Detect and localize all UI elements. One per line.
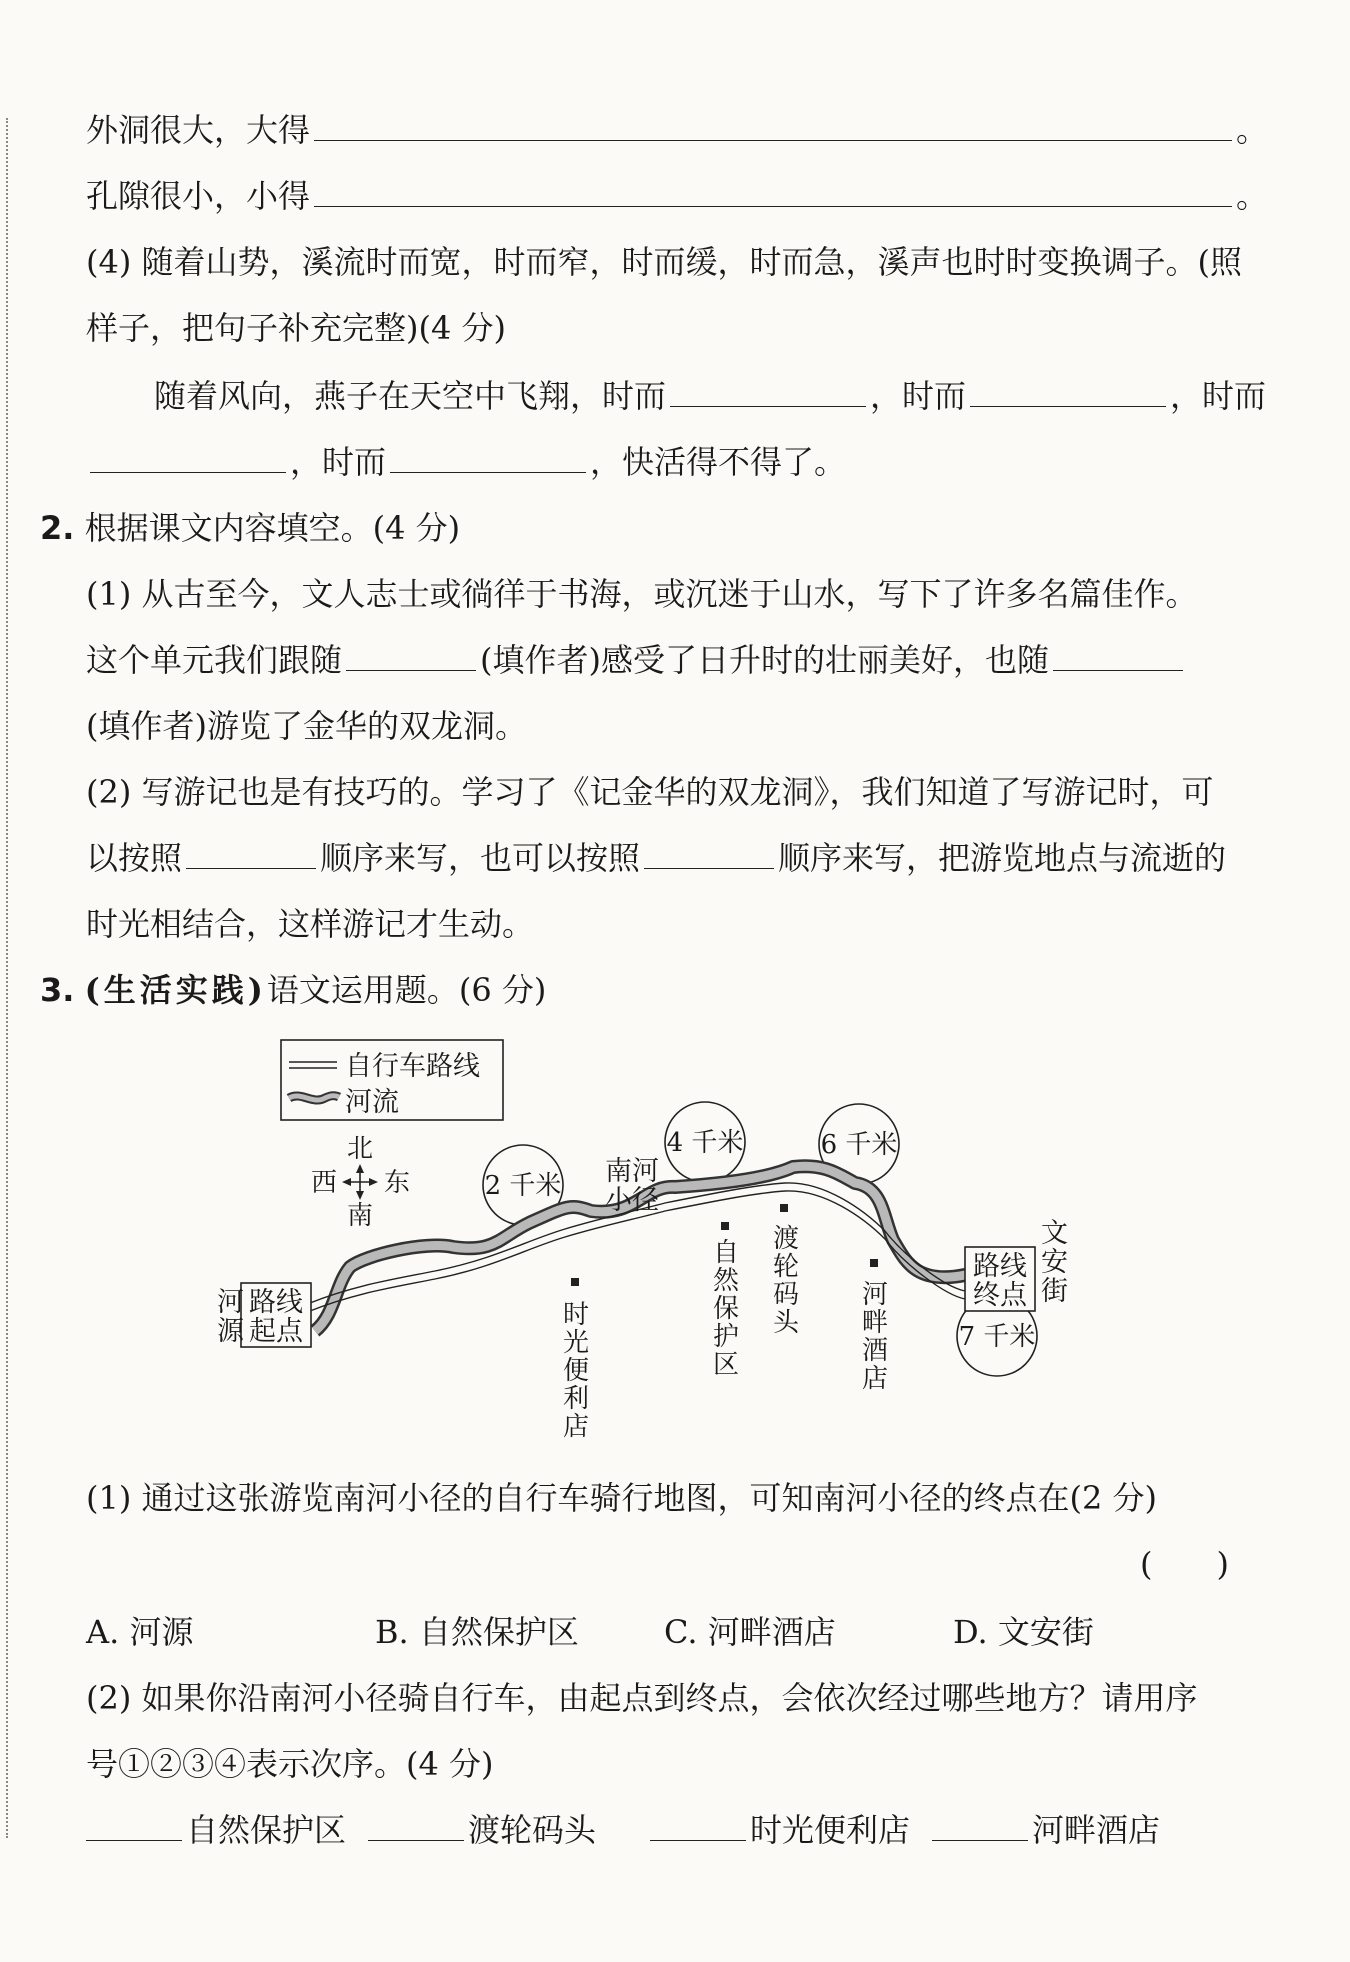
q2-p2-line-1: (2) 写游记也是有技巧的。学习了《记金华的双龙洞》，我们知道了写游记时，可	[86, 773, 1214, 811]
option-a[interactable]: A. 河源	[86, 1613, 194, 1651]
question-number: 3.	[40, 971, 75, 1009]
svg-text:利: 利	[563, 1384, 590, 1414]
order-item: 自然保护区	[186, 1811, 347, 1849]
sentence-text: 随着风向，燕子在天空中飞翔，时而	[154, 377, 667, 415]
compass-east: 东	[384, 1168, 411, 1198]
q2-p2-line-2	[86, 836, 1226, 880]
order-item: 时光便利店	[750, 1811, 911, 1849]
q2-p2-line-3: 时光相结合，这样游记才生动。	[86, 905, 535, 943]
order-blank[interactable]	[650, 1810, 746, 1841]
bicycle-route-map	[217, 1035, 1085, 1455]
q2-text: 这个单元我们跟随	[86, 641, 343, 679]
route-end-box	[965, 1247, 1035, 1311]
q2-p1-line-3: (填作者)游览了金华的双龙洞。	[86, 707, 527, 745]
line-1-prefix: 外洞很大，大得	[86, 111, 311, 149]
map-legend	[281, 1040, 503, 1120]
option-c[interactable]: C. 河畔酒店	[664, 1613, 836, 1651]
order-blank[interactable]	[932, 1810, 1028, 1841]
q2-text: 顺序来写，把游览地点与流逝的	[778, 839, 1227, 877]
svg-text:区: 区	[713, 1350, 740, 1380]
svg-text:然: 然	[713, 1266, 740, 1296]
q3-s1-line: (1) 通过这张游览南河小径的自行车骑行地图，可知南河小径的终点在(2 分)	[86, 1479, 1158, 1517]
q4-instruction-line-1: (4) 随着山势，溪流时而宽，时而窄，时而缓，时而急，溪声也时时变换调子。(照	[86, 243, 1242, 281]
question-number: 2.	[40, 509, 75, 547]
answer-blank[interactable]	[390, 442, 586, 473]
svg-text:7 千米: 7 千米	[958, 1322, 1036, 1352]
order-item: 河畔酒店	[1032, 1811, 1161, 1849]
q4-sentence-line-1	[154, 374, 1266, 418]
question-tag: (生活实践)	[84, 971, 267, 1009]
order-item: 渡轮码头	[468, 1811, 597, 1849]
compass-south: 南	[347, 1201, 374, 1231]
question-title: 根据课文内容填空。(4 分)	[84, 509, 461, 547]
end-mark: 。	[1236, 177, 1269, 215]
street-label	[1041, 1218, 1068, 1307]
svg-text:起点: 起点	[249, 1316, 303, 1347]
svg-text:时: 时	[563, 1300, 590, 1330]
svg-text:渡: 渡	[773, 1224, 800, 1254]
river-source-label	[217, 1287, 245, 1347]
svg-text:轮: 轮	[773, 1252, 800, 1282]
answer-blank[interactable]	[644, 838, 774, 869]
svg-text:终点: 终点	[973, 1280, 1027, 1311]
answer-blank[interactable]	[314, 110, 1232, 141]
sentence-text: ，时而	[290, 443, 387, 481]
svg-text:酒: 酒	[862, 1336, 889, 1366]
q2-heading	[40, 506, 460, 550]
svg-text:光: 光	[563, 1328, 590, 1358]
svg-text:码: 码	[773, 1280, 800, 1310]
q2-p1-line-1: (1) 从古至今，文人志士或徜徉于书海，或沉迷于山水，写下了许多名篇佳作。	[86, 575, 1198, 613]
q3-s2-line-2: 号①②③④表示次序。(4 分)	[86, 1745, 494, 1783]
compass-west: 西	[311, 1168, 338, 1198]
q2-text: (填作者)感受了日升时的壮丽美好，也随	[480, 641, 1049, 679]
order-blank[interactable]	[86, 1810, 182, 1841]
svg-text:6 千米: 6 千米	[820, 1130, 898, 1160]
q4-instruction-line-2: 样子，把句子补充完整)(4 分)	[86, 309, 506, 347]
answer-blank[interactable]	[1053, 640, 1183, 671]
svg-text:畔: 畔	[862, 1308, 889, 1338]
answer-blank[interactable]	[186, 838, 316, 869]
svg-text:自: 自	[713, 1238, 740, 1268]
fill-line-1	[86, 108, 1268, 152]
svg-text:4 千米: 4 千米	[666, 1128, 744, 1158]
svg-text:便: 便	[563, 1356, 590, 1386]
compass-north: 北	[347, 1134, 374, 1164]
distance-marker-4km	[665, 1102, 745, 1182]
svg-text:源: 源	[217, 1316, 244, 1347]
line-2-prefix: 孔隙很小，小得	[86, 177, 311, 215]
q3-heading	[40, 968, 546, 1012]
answer-blank[interactable]	[314, 176, 1232, 207]
sentence-text: ，时而	[870, 377, 967, 415]
q2-text: 顺序来写，也可以按照	[320, 839, 641, 877]
poi-ferry-terminal	[773, 1204, 800, 1338]
svg-text:路线: 路线	[249, 1287, 303, 1318]
poi-convenience-store	[563, 1278, 589, 1442]
svg-text:2 千米: 2 千米	[484, 1171, 562, 1201]
svg-text:店: 店	[563, 1412, 590, 1442]
answer-blank[interactable]	[90, 442, 286, 473]
poi-nature-reserve	[713, 1222, 740, 1380]
svg-text:路线: 路线	[973, 1251, 1027, 1282]
end-mark: 。	[1236, 111, 1269, 149]
legend-river-label: 河流	[345, 1087, 399, 1118]
svg-text:店: 店	[862, 1364, 889, 1394]
svg-text:保: 保	[713, 1294, 740, 1324]
order-answer-row	[86, 1808, 1160, 1852]
q3-s2-line-1: (2) 如果你沿南河小径骑自行车，由起点到终点，会依次经过哪些地方？请用序	[86, 1679, 1198, 1717]
legend-route-label: 自行车路线	[345, 1051, 480, 1082]
svg-text:头: 头	[773, 1308, 800, 1338]
sentence-text: ，快活得不得了。	[590, 443, 847, 481]
svg-text:街: 街	[1041, 1276, 1068, 1307]
sentence-text: ，时而	[1170, 377, 1267, 415]
svg-text:安: 安	[1041, 1247, 1068, 1278]
order-blank[interactable]	[368, 1810, 464, 1841]
fill-line-2	[86, 174, 1268, 218]
answer-parentheses[interactable]: ( )	[1140, 1545, 1229, 1583]
option-d[interactable]: D. 文安街	[953, 1613, 1094, 1651]
answer-blank[interactable]	[670, 376, 866, 407]
q2-p1-line-2	[86, 638, 1187, 682]
south-river-path-label	[605, 1156, 659, 1216]
svg-text:护: 护	[713, 1322, 740, 1352]
q2-text: 以按照	[86, 839, 183, 877]
compass-rose	[311, 1134, 410, 1231]
q4-sentence-line-2	[86, 440, 846, 484]
svg-text:河: 河	[217, 1287, 244, 1318]
svg-text:南河: 南河	[605, 1156, 659, 1187]
poi-riverside-hotel	[862, 1259, 888, 1394]
answer-blank[interactable]	[346, 640, 476, 671]
binding-margin	[6, 118, 8, 1838]
svg-text:河: 河	[862, 1280, 889, 1310]
svg-text:小径: 小径	[605, 1185, 659, 1216]
option-b[interactable]: B. 自然保护区	[375, 1613, 579, 1651]
svg-text:文: 文	[1041, 1218, 1068, 1249]
answer-blank[interactable]	[970, 376, 1166, 407]
route-start-box	[241, 1283, 311, 1347]
question-title: 语文运用题。(6 分)	[266, 971, 547, 1009]
